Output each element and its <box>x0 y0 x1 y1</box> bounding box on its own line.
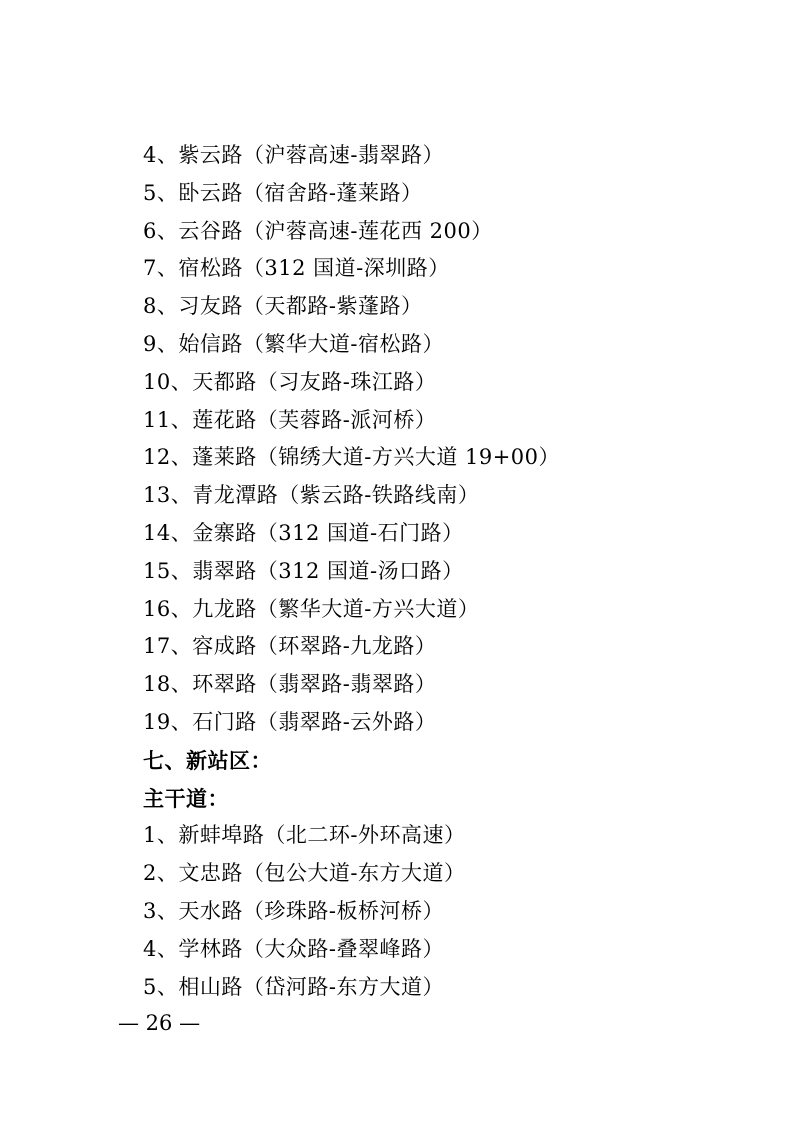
list-item: 5、相山路（岱河路-东方大道） <box>143 974 444 999</box>
list-item: 4、学林路（大众路-叠翠峰路） <box>143 936 444 961</box>
list-item: 19、石门路（翡翠路-云外路） <box>143 709 437 734</box>
list-item: 16、九龙路（繁华大道-方兴大道） <box>143 596 480 621</box>
list-item: 9、始信路（繁华大道-宿松路） <box>143 331 444 356</box>
list-item: 17、容成路（环翠路-九龙路） <box>143 634 437 659</box>
list-item: 6、云谷路（沪蓉高速-莲花西 200） <box>143 218 493 243</box>
list-item: 5、卧云路（宿舍路-蓬莱路） <box>143 180 423 205</box>
list-item: 11、莲花路（芙蓉路-派河桥） <box>143 407 437 432</box>
page-number: — 26 — <box>118 1011 201 1035</box>
list-item: 14、金寨路（312 国道-石门路） <box>143 520 464 545</box>
list-item: 15、翡翠路（312 国道-汤口路） <box>143 558 464 583</box>
subsection-heading: 主干道： <box>143 785 229 811</box>
list-item: 7、宿松路（312 国道-深圳路） <box>143 256 450 281</box>
list-item: 1、新蚌埠路（北二环-外环高速） <box>143 823 466 848</box>
road-list <box>143 137 560 1006</box>
list-item: 13、青龙潭路（紫云路-铁路线南） <box>143 483 480 508</box>
list-item: 8、习友路（天都路-紫蓬路） <box>143 294 423 319</box>
list-item: 12、蓬莱路（锦绣大道-方兴大道 19+00） <box>143 445 561 470</box>
section-heading: 七、新站区： <box>143 747 272 773</box>
list-item: 18、环翠路（翡翠路-翡翠路） <box>143 672 437 697</box>
list-item: 3、天水路（珍珠路-板桥河桥） <box>143 898 444 923</box>
list-item: 10、天都路（习友路-珠江路） <box>143 369 437 394</box>
list-item: 4、紫云路（沪蓉高速-翡翠路） <box>143 143 444 167</box>
list-item: 2、文忠路（包公大道-东方大道） <box>143 861 466 886</box>
